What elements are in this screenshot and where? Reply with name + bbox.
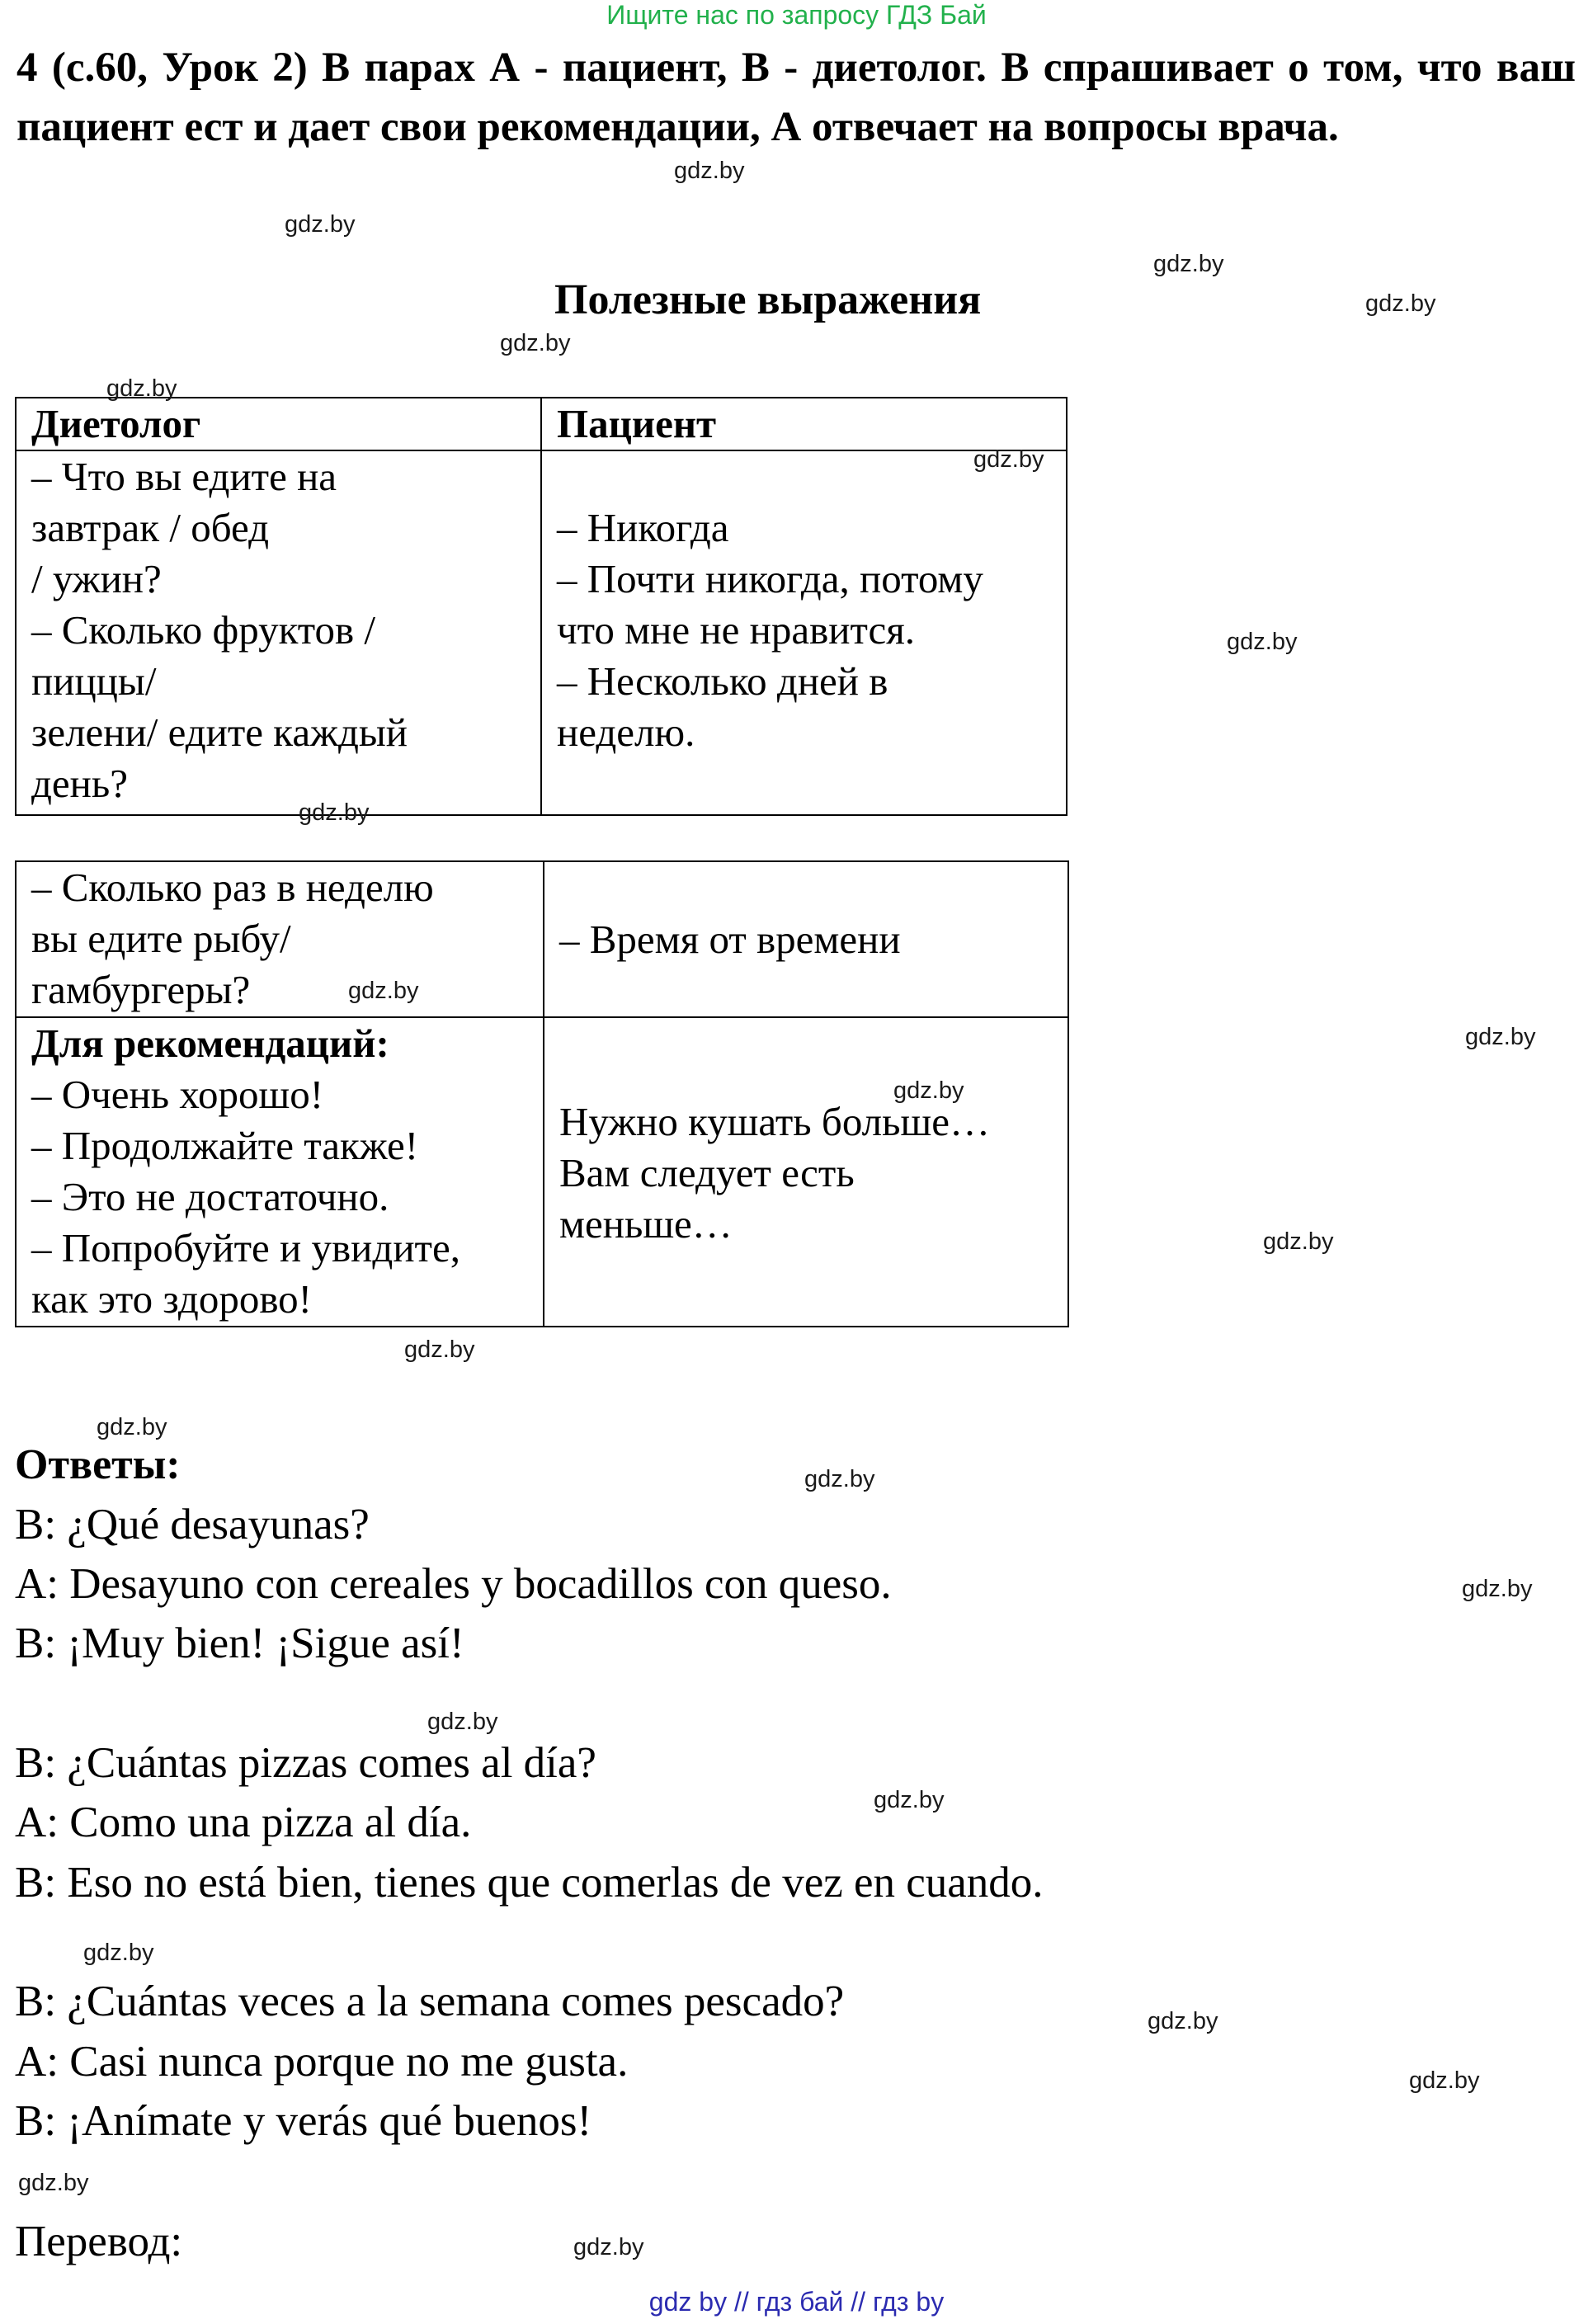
watermark: gdz.by — [348, 978, 419, 1004]
watermark: gdz.by — [874, 1787, 945, 1813]
watermark: gdz.by — [1465, 1024, 1536, 1050]
dietitian-phrase-line: завтрак / обед — [31, 505, 270, 550]
header-dietitian: Диетолог — [16, 398, 541, 450]
patient-phrase-line: – Несколько дней в — [557, 658, 888, 704]
dialogue-line: B: ¡Muy bien! ¡Sigue así! — [15, 1619, 464, 1667]
recommendation-line: – Продолжайте также! — [31, 1123, 419, 1168]
dialogue-line: B: Eso no está bien, tienes que comerlas de vez en cuando. — [15, 1859, 1044, 1907]
watermark: gdz.by — [893, 1077, 964, 1104]
recommendations-cell — [16, 1017, 544, 1327]
dietitian-phrase-line: день? — [31, 761, 128, 806]
advice-cell — [544, 1017, 1068, 1327]
dialogue-line: B: ¿Cuántas veces a la semana comes pescado? — [15, 1978, 845, 2025]
patient-phrase-line: что мне не нравится. — [557, 607, 915, 653]
watermark: gdz.by — [1365, 290, 1436, 317]
section-title: Полезные выражения — [554, 276, 982, 323]
answers-title: Ответы: — [15, 1441, 181, 1488]
watermark: gdz.by — [106, 375, 177, 402]
recommendation-line: – Попробуйте и увидите, — [31, 1225, 460, 1270]
dialogue-line: B: ¡Anímate y verás qué buenos! — [15, 2097, 592, 2145]
dietitian-phrase-line: пиццы/ — [31, 658, 157, 704]
patient-phrase-line: неделю. — [557, 709, 695, 755]
patient-phrases — [541, 450, 1067, 815]
dialogue-line: B: ¿Qué desayunas? — [15, 1501, 370, 1549]
watermark: gdz.by — [1263, 1228, 1334, 1255]
footer-links[interactable]: gdz by // гдз бай // гдз by — [648, 2287, 945, 2317]
header-patient: Пациент — [541, 398, 1067, 450]
dietitian-phrases — [16, 450, 541, 815]
dialogue-line: A: Como una pizza al día. — [15, 1798, 472, 1846]
watermark: gdz.by — [1409, 2067, 1480, 2094]
recommendation-line: как это здорово! — [31, 1276, 312, 1322]
watermark: gdz.by — [83, 1940, 154, 1966]
watermark: gdz.by — [500, 330, 571, 356]
watermark: gdz.by — [1153, 251, 1224, 277]
watermark: gdz.by — [18, 2170, 89, 2196]
dietitian-phrase-line: / ужин? — [31, 556, 162, 601]
advice-line: Вам следует есть — [559, 1150, 855, 1195]
dietitian-phrase-line: зелени/ едите каждый — [31, 709, 408, 755]
patient-phrase-line: – Никогда — [557, 505, 729, 550]
patient-phrase-line: – Почти никогда, потому — [557, 556, 983, 601]
watermark: gdz.by — [285, 211, 356, 238]
watermark: gdz.by — [97, 1414, 167, 1440]
dialogue-line: A: Desayuno con cereales y bocadillos con queso. — [15, 1560, 892, 1608]
watermark: gdz.by — [427, 1709, 498, 1735]
watermark: gdz.by — [1462, 1576, 1533, 1602]
top-banner: Ищите нас по запросу ГДЗ Бай — [606, 0, 987, 30]
translation-label: Перевод: — [15, 2218, 183, 2265]
watermark: gdz.by — [573, 2234, 644, 2260]
recommendation-line: – Очень хорошо! — [31, 1072, 324, 1117]
frequency-answer: – Время от времени — [544, 861, 1068, 1017]
watermark: gdz.by — [804, 1466, 875, 1492]
watermark: gdz.by — [1148, 2008, 1218, 2034]
advice-line: меньше… — [559, 1201, 733, 1247]
dialogue-line: B: ¿Cuántas pizzas comes al día? — [15, 1739, 596, 1787]
frequency-question-line: вы едите рыбу/ — [31, 916, 291, 961]
phrases-table-1 — [15, 397, 1067, 816]
recommendation-line: – Это не достаточно. — [31, 1174, 389, 1219]
watermark: gdz.by — [404, 1336, 475, 1363]
dietitian-phrase-line: – Что вы едите на — [31, 454, 337, 499]
watermark: gdz.by — [1227, 629, 1298, 655]
frequency-question-line: гамбургеры? — [31, 967, 251, 1012]
watermark: gdz.by — [973, 446, 1044, 473]
dietitian-phrase-line: – Сколько фруктов / — [31, 607, 376, 653]
dialogue-line: A: Casi nunca porque no me gusta. — [15, 2038, 629, 2086]
frequency-question-line: – Сколько раз в неделю — [31, 865, 434, 910]
frequency-question — [16, 861, 544, 1017]
task-heading: 4 (с.60, Урок 2) В парах А - пациент, В - диетолог. В спрашивает о том, что ваш пациент ест и дает свои рекомендации, А отвечает на вопросы врача. — [16, 45, 1576, 150]
watermark: gdz.by — [674, 158, 745, 184]
watermark: gdz.by — [299, 799, 370, 826]
recommendations-title: Для рекомендаций: — [31, 1021, 389, 1066]
advice-line: Нужно кушать больше… — [559, 1099, 990, 1144]
